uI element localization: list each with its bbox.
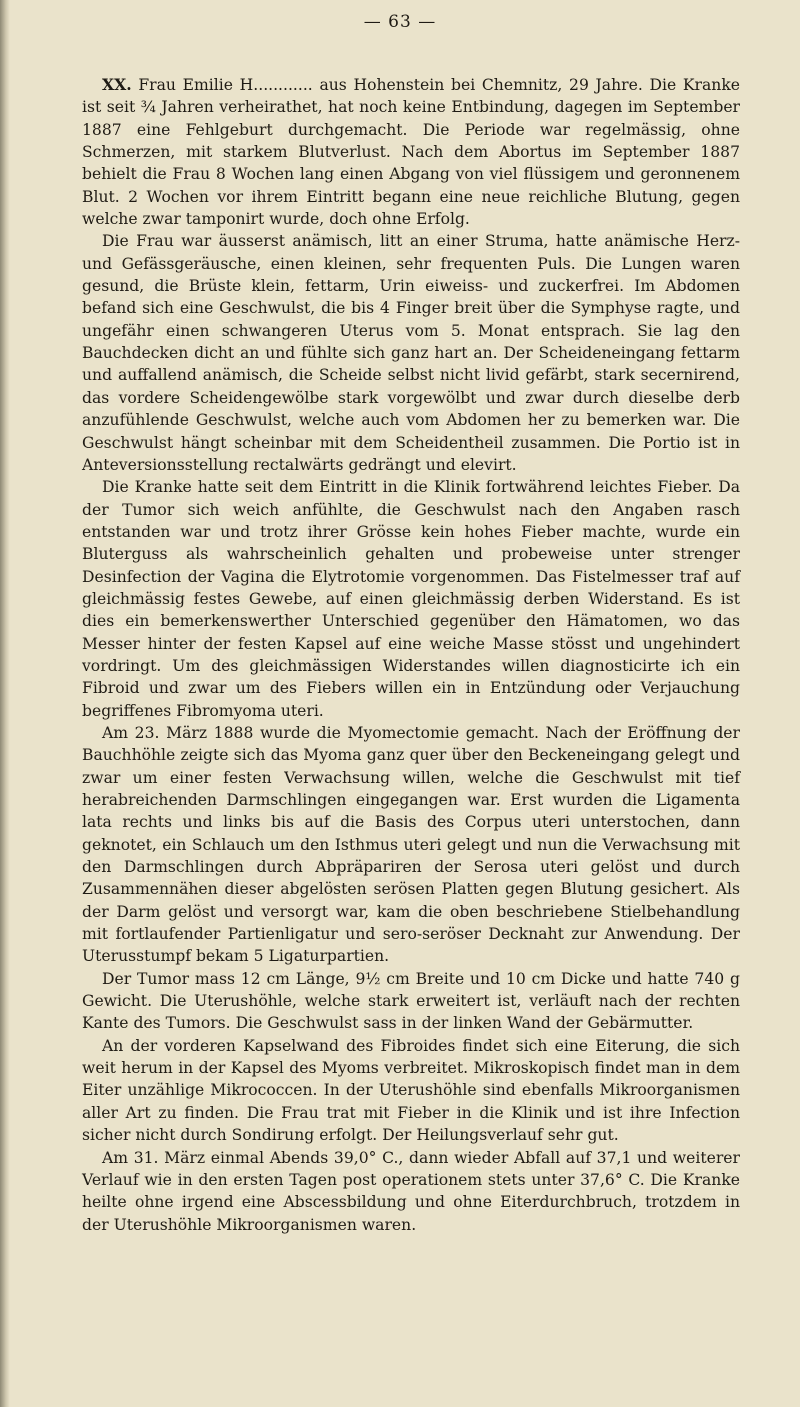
paragraph-findings: Die Frau war äusserst anämisch, litt an einer Struma, hatte anämische Herz- und Gefässgeräusche, einen kleinen, sehr frequenten Puls. Die Lungen waren gesund, die Brüste klein, fettarm, Urin eiweiss- und zuckerfrei. Im Abdomen befand sich eine Geschwulst, die bis 4 Finger breit über die Symphyse ragte, und ungefähr einen schwangeren Uterus vom 5. Monat entsprach. Sie lag den Bauchdecken dicht an und fühlte sich ganz hart an. Der Scheideneingang fettarm und auffallend anämisch, die Scheide selbst nicht livid gefärbt, stark secernirend, das vordere Scheidengewölbe stark vorgewölbt und zwar durch dieselbe derb anzufühlende Geschwulst, welche auch vom Abdomen her zu bemerken war. Die Geschwulst hängt scheinbar mit dem Scheidentheil zusammen. Die Portio ist in Anteversionsstellung rectalwärts gedrängt und elevirt.	[82, 232, 740, 474]
paragraph-course: Am 31. März einmal Abends 39,0° C., dann wieder Abfall auf 37,1 und weiterer Verlauf wie in den ersten Tagen post operationem stets unter 37,6° C. Die Kranke heilte ohne irgend eine Abscessbildung und ohne Eiterdurchbruch, trotzdem in der Uterushöhle Mikroorganismen waren.	[82, 1148, 740, 1234]
page-number: — 63 —	[363, 12, 437, 32]
case-intro: Frau Emilie H............ aus Hohenstein bei Chemnitz, 29 Jahre. Die Kranke ist seit ¾ Jahren verheirathet, hat noch keine Entbindung, dagegen im September 1887 eine Fehlgeburt durchgemacht. Die Periode war regelmässig, ohne Schmerzen, mit starkem Blutverlust. Nach dem Abortus im September 1887 behielt die Frau 8 Wochen lang einen Abgang von viel flüssigem und geronnenem Blut. 2 Wochen vor ihrem Eintritt begann eine neue reichliche Blutung, gegen welche zwar tamponirt wurde, doch ohne Erfolg.	[82, 76, 740, 229]
paragraph-fever: Die Kranke hatte seit dem Eintritt in die Klinik fortwährend leichtes Fieber. Da der Tumor sich weich anfühlte, die Geschwulst nach den Angaben rasch entstanden war und trotz ihrer Grösse kein hohes Fieber machte, wurde ein Bluterguss als wahrscheinlich gehalten und probeweise unter strenger Desinfection der Vagina die Elytrotomie vorgenommen. Das Fistelmesser traf auf gleichmässig festes Gewebe, auf einen gleichmässig derben Widerstand. Es ist dies ein bemerkenswerther Unterschied gegenüber den Hämatomen, wo das Messer hinter der festen Kapsel auf eine weiche Masse stösst und ungehindert vordringt. Um des gleichmässigen Widerstandes willen diagnosticirte ich ein Fibroid und zwar um des Fiebers willen ein in Entzündung oder Verjauchung begriffenes Fibromyoma uteri.	[82, 478, 740, 720]
paragraph-tumor: Der Tumor mass 12 cm Länge, 9½ cm Breite und 10 cm Dicke und hatte 740 g Gewicht. Die Uterushöhle, welche stark erweitert ist, verläuft nach der rechten Kante des Tumors. Die Geschwulst sass in der linken Wand der Gebärmutter.	[82, 969, 740, 1033]
page-body	[82, 74, 740, 1236]
paragraph-suppuration: An der vorderen Kapselwand des Fibroides findet sich eine Eiterung, die sich weit herum in der Kapsel des Myoms verbreitet. Mikroskopisch findet man in dem Eiter unzählige Mikrococcen. In der Uterushöhle sind ebenfalls Mikroorganismen aller Art zu finden. Die Frau trat mit Fieber in die Klinik und ist ihre Infection sicher nicht durch Sondirung erfolgt. Der Heilungsverlauf sehr gut.	[82, 1036, 740, 1145]
case-numeral: XX.	[102, 75, 132, 94]
paragraph-operation: Am 23. März 1888 wurde die Myomectomie gemacht. Nach der Eröffnung der Bauchhöhle zeigte sich das Myoma ganz quer über den Beckeneingang gelegt und zwar um einer festen Verwachsung willen, welche die Geschwulst mit tief herabreichenden Darmschlingen eingegangen war. Erst wurden die Ligamenta lata rechts und links bis auf die Basis des Corpus uteri unterstochen, dann geknotet, ein Schlauch um den Isthmus uteri gelegt und nun die Verwachsung mit den Darmschlingen durch Abpräpariren der Serosa uteri gelöst und durch Zusammennähen dieser abgelösten serösen Platten gegen Blutung gesichert. Als der Darm gelöst und versorgt war, kam die oben beschriebene Stielbehandlung mit fortlaufender Partienligatur und sero-seröser Decknaht zur Anwendung. Der Uterusstumpf bekam 5 Ligaturpartien.	[82, 723, 740, 966]
page-binding-edge	[0, 0, 10, 1407]
case-paragraph	[82, 74, 740, 230]
